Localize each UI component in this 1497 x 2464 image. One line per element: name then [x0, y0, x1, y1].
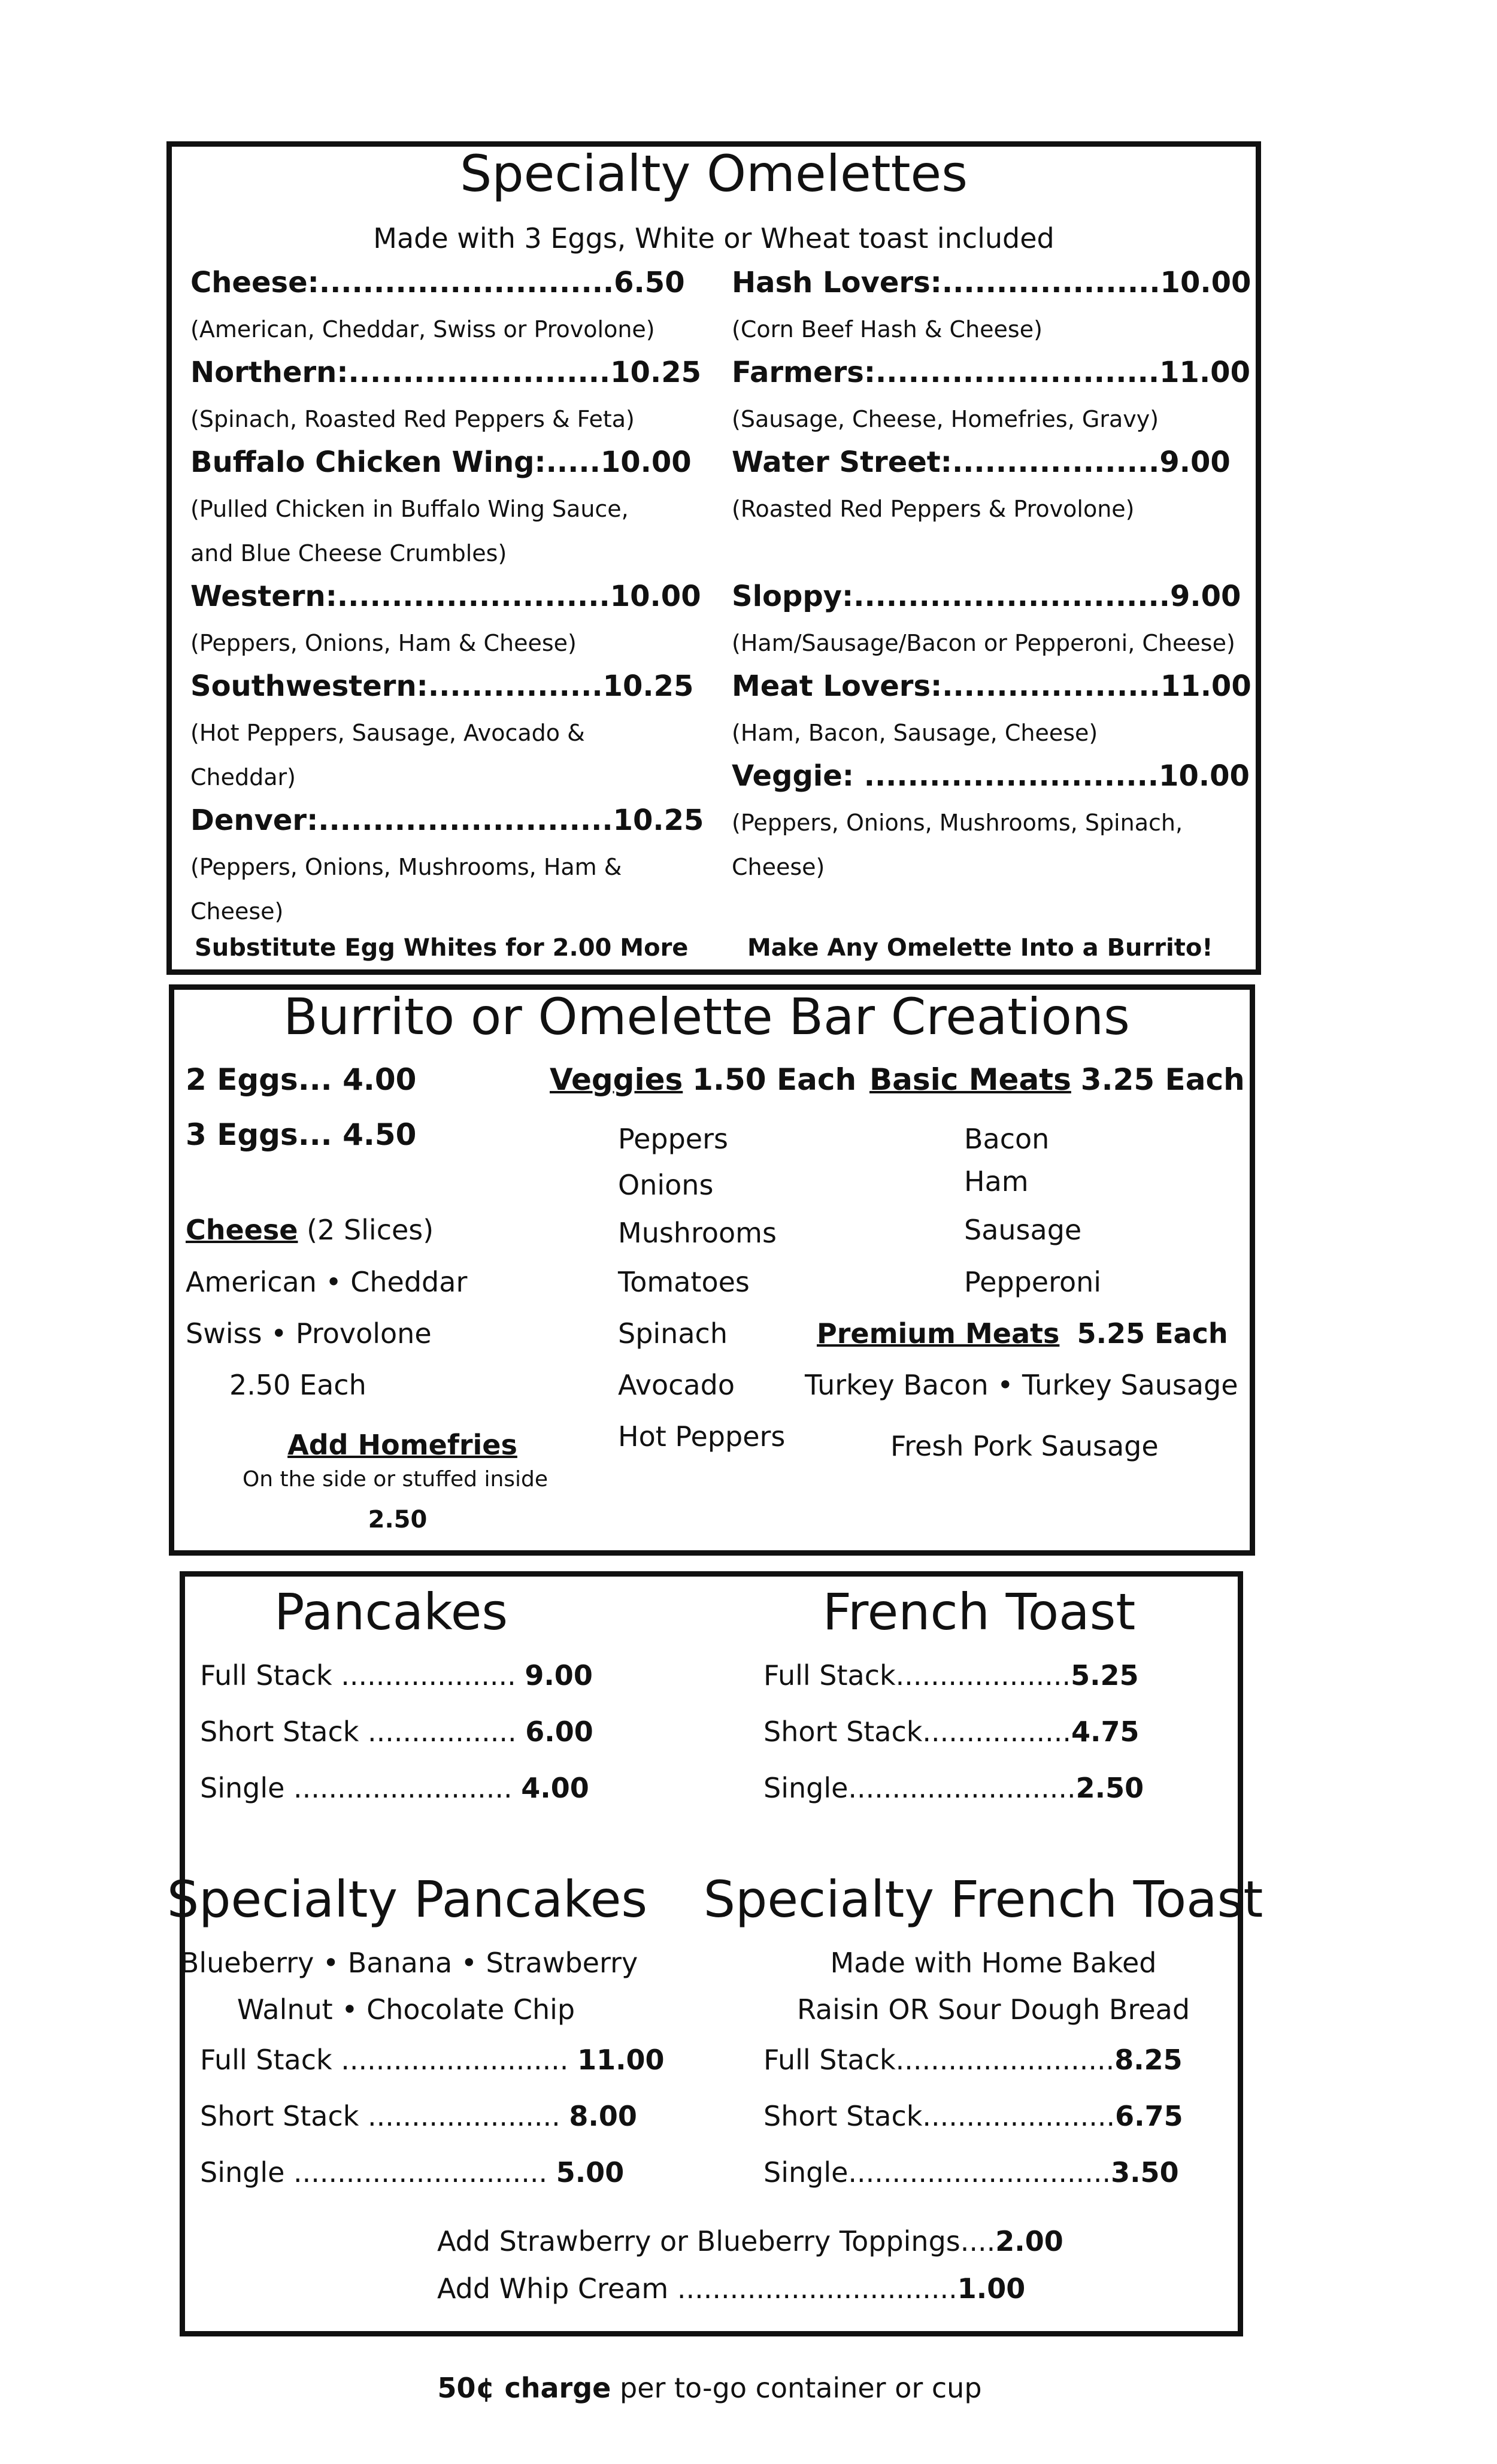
specialty-pancakes-short-stack: [200, 2102, 637, 2130]
basic-meats-heading: [869, 1062, 1245, 1097]
specialty-french-toast-note-2: Raisin OR Sour Dough Bread: [796, 1993, 1190, 2026]
french-toast-short-stack: [763, 1716, 1140, 1748]
specialty-pancake-flavors-2: Walnut • Chocolate Chip: [237, 1993, 575, 2026]
item-description: (Peppers, Onions, Ham & Cheese): [190, 630, 577, 656]
item-description: (Hot Peppers, Sausage, Avocado &: [190, 720, 585, 746]
price-value: 4.75: [1071, 1716, 1140, 1748]
menu-item-sloppy: Sloppy:.............................9.00: [732, 580, 1241, 613]
item-description: and Blue Cheese Crumbles): [190, 540, 507, 566]
veggie-option: Avocado: [618, 1369, 735, 1401]
price-label: Single .............................: [200, 2156, 548, 2189]
price-value: 8.25: [1114, 2044, 1183, 2076]
menu-item-denver: Denver:...........................10.25: [190, 804, 704, 837]
menu-item-meat-lovers: Meat Lovers:....................11.00: [732, 669, 1251, 703]
veggie-option: Tomatoes: [618, 1266, 750, 1298]
cheese-price: 2.50 Each: [229, 1369, 366, 1401]
omelettes-title: Specialty Omelettes: [460, 144, 968, 203]
cheese-heading-label: Cheese: [186, 1214, 298, 1246]
menu-item-farmers: Farmers:..........................11.00: [732, 356, 1250, 389]
item-description: (Roasted Red Peppers & Provolone): [732, 496, 1135, 522]
french-toast-full-stack: [763, 1659, 1139, 1692]
specialty-french-toast-single: [763, 2156, 1179, 2189]
veggies-heading: [550, 1062, 857, 1097]
veggies-heading-label: Veggies: [550, 1062, 683, 1097]
veggies-price: 1.50 Each: [692, 1062, 857, 1097]
item-description: (Pulled Chicken in Buffalo Wing Sauce,: [190, 496, 629, 522]
cheese-note: (2 Slices): [307, 1214, 434, 1246]
price-value: 1.00: [957, 2272, 1026, 2305]
item-description: Cheddar): [190, 764, 296, 790]
meat-option: Sausage: [964, 1214, 1082, 1246]
price-value: 3.50: [1111, 2156, 1179, 2189]
price-label: Short Stack .................: [200, 1716, 517, 1748]
menu-item-buffalo-chicken-wing: Buffalo Chicken Wing:.....10.00: [190, 445, 692, 479]
pancakes-short-stack: [200, 1716, 593, 1748]
menu-item-water-street: Water Street:...................9.00: [732, 445, 1231, 479]
price-value: 2.50: [1075, 1772, 1144, 1804]
topping-whip-cream: [437, 2272, 1026, 2305]
item-description: (Corn Beef Hash & Cheese): [732, 316, 1043, 343]
egg-whites-note: Substitute Egg Whites for 2.00 More: [195, 934, 689, 962]
menu-item-northern: Northern:........................10.25: [190, 356, 701, 389]
item-description: Cheese): [190, 898, 284, 925]
item-description: (Ham/Sausage/Bacon or Pepperoni, Cheese): [732, 630, 1235, 656]
price-label: Add Whip Cream ................................: [437, 2272, 957, 2305]
homefries-heading: Add Homefries: [287, 1429, 517, 1461]
specialty-french-toast-full-stack: [763, 2046, 1183, 2074]
price-label: Single..........................: [763, 1772, 1076, 1804]
menu-item-cheese: Cheese:...........................6.50: [190, 266, 685, 299]
specialty-pancake-flavors-1: Blueberry • Banana • Strawberry: [180, 1947, 638, 1979]
cheese-options-2: Swiss • Provolone: [186, 1317, 432, 1350]
item-description: (Ham, Bacon, Sausage, Cheese): [732, 720, 1098, 746]
premium-meat-options-2: Fresh Pork Sausage: [890, 1430, 1159, 1462]
to-go-charge-amount: 50¢ charge: [437, 2372, 611, 2404]
veggie-option: Onions: [618, 1169, 714, 1201]
to-go-charge-note: [437, 2374, 981, 2402]
homefries-note: On the side or stuffed inside: [242, 1467, 549, 1492]
item-description: (Sausage, Cheese, Homefries, Gravy): [732, 406, 1159, 432]
price-value: 6.75: [1115, 2100, 1183, 2132]
meat-option: Ham: [964, 1165, 1029, 1198]
price-label: Single..............................: [763, 2156, 1111, 2189]
price-label: Short Stack......................: [763, 2100, 1116, 2132]
veggie-option: Mushrooms: [618, 1217, 777, 1249]
specialty-pancakes-title: Specialty Pancakes: [166, 1870, 648, 1929]
basic-meats-price: 3.25 Each: [1080, 1062, 1245, 1097]
pancakes-title: Pancakes: [274, 1583, 508, 1641]
basic-meats-heading-label: Basic Meats: [869, 1062, 1071, 1097]
price-value: 9.00: [525, 1659, 593, 1692]
price-label: Full Stack....................: [763, 1659, 1071, 1692]
eggs-2-price: 2 Eggs... 4.00: [186, 1062, 417, 1097]
price-value: 2.00: [995, 2225, 1063, 2257]
item-description: (Peppers, Onions, Mushrooms, Ham &: [190, 854, 622, 880]
french-toast-single: [763, 1774, 1144, 1802]
item-description: Cheese): [732, 854, 825, 880]
item-description: (American, Cheddar, Swiss or Provolone): [190, 316, 655, 343]
price-label: Add Strawberry or Blueberry Toppings....: [437, 2225, 996, 2257]
pancakes-full-stack: [200, 1659, 593, 1692]
to-go-charge-text: per to-go container or cup: [611, 2372, 982, 2404]
veggie-option: Spinach: [618, 1317, 728, 1350]
menu-item-southwestern: Southwestern:................10.25: [190, 669, 694, 703]
price-value: 6.00: [525, 1716, 593, 1748]
price-label: Full Stack ..........................: [200, 2044, 569, 2076]
cheese-options-1: American • Cheddar: [186, 1266, 468, 1298]
price-value: 4.00: [521, 1772, 589, 1804]
meat-option: Pepperoni: [964, 1266, 1102, 1298]
menu-item-veggie: Veggie: ...........................10.00: [732, 759, 1250, 793]
veggie-option: Peppers: [618, 1123, 728, 1155]
pancakes-single: [200, 1774, 589, 1802]
veggie-option: Hot Peppers: [618, 1420, 786, 1453]
price-value: 8.00: [569, 2100, 637, 2132]
topping-strawberry-blueberry: [437, 2227, 1063, 2255]
price-label: Full Stack.........................: [763, 2044, 1115, 2076]
price-label: Short Stack ......................: [200, 2100, 560, 2132]
omelettes-subtitle: Made with 3 Eggs, White or Wheat toast included: [373, 222, 1054, 254]
meat-option: Bacon: [964, 1123, 1050, 1155]
price-label: Short Stack.................: [763, 1716, 1071, 1748]
specialty-french-toast-note-1: Made with Home Baked: [830, 1947, 1157, 1979]
menu-item-western: Western:.........................10.00: [190, 580, 701, 613]
price-label: Single .........................: [200, 1772, 513, 1804]
premium-meats-heading-label: Premium Meats: [817, 1317, 1060, 1350]
item-description: (Spinach, Roasted Red Peppers & Feta): [190, 406, 635, 432]
item-description: (Peppers, Onions, Mushrooms, Spinach,: [732, 810, 1183, 836]
specialty-pancakes-single: [200, 2156, 625, 2189]
burrito-note: Make Any Omelette Into a Burrito!: [747, 934, 1213, 962]
premium-meats-heading: [817, 1317, 1228, 1350]
burrito-title: Burrito or Omelette Bar Creations: [283, 987, 1130, 1046]
price-value: 5.25: [1071, 1659, 1139, 1692]
menu-item-hash-lovers: Hash Lovers:....................10.00: [732, 266, 1251, 299]
premium-meat-options-1: Turkey Bacon • Turkey Sausage: [805, 1369, 1238, 1401]
price-label: Full Stack ....................: [200, 1659, 516, 1692]
french-toast-title: French Toast: [822, 1583, 1136, 1641]
price-value: 5.00: [556, 2156, 625, 2189]
cheese-heading: [186, 1216, 434, 1244]
specialty-french-toast-title: Specialty French Toast: [703, 1870, 1263, 1929]
homefries-price: 2.50: [368, 1506, 428, 1533]
specialty-pancakes-full-stack: [200, 2046, 665, 2074]
specialty-french-toast-short-stack: [763, 2102, 1183, 2130]
price-value: 11.00: [577, 2044, 665, 2076]
premium-meats-price: 5.25 Each: [1077, 1317, 1228, 1350]
eggs-3-price: 3 Eggs... 4.50: [186, 1117, 417, 1152]
